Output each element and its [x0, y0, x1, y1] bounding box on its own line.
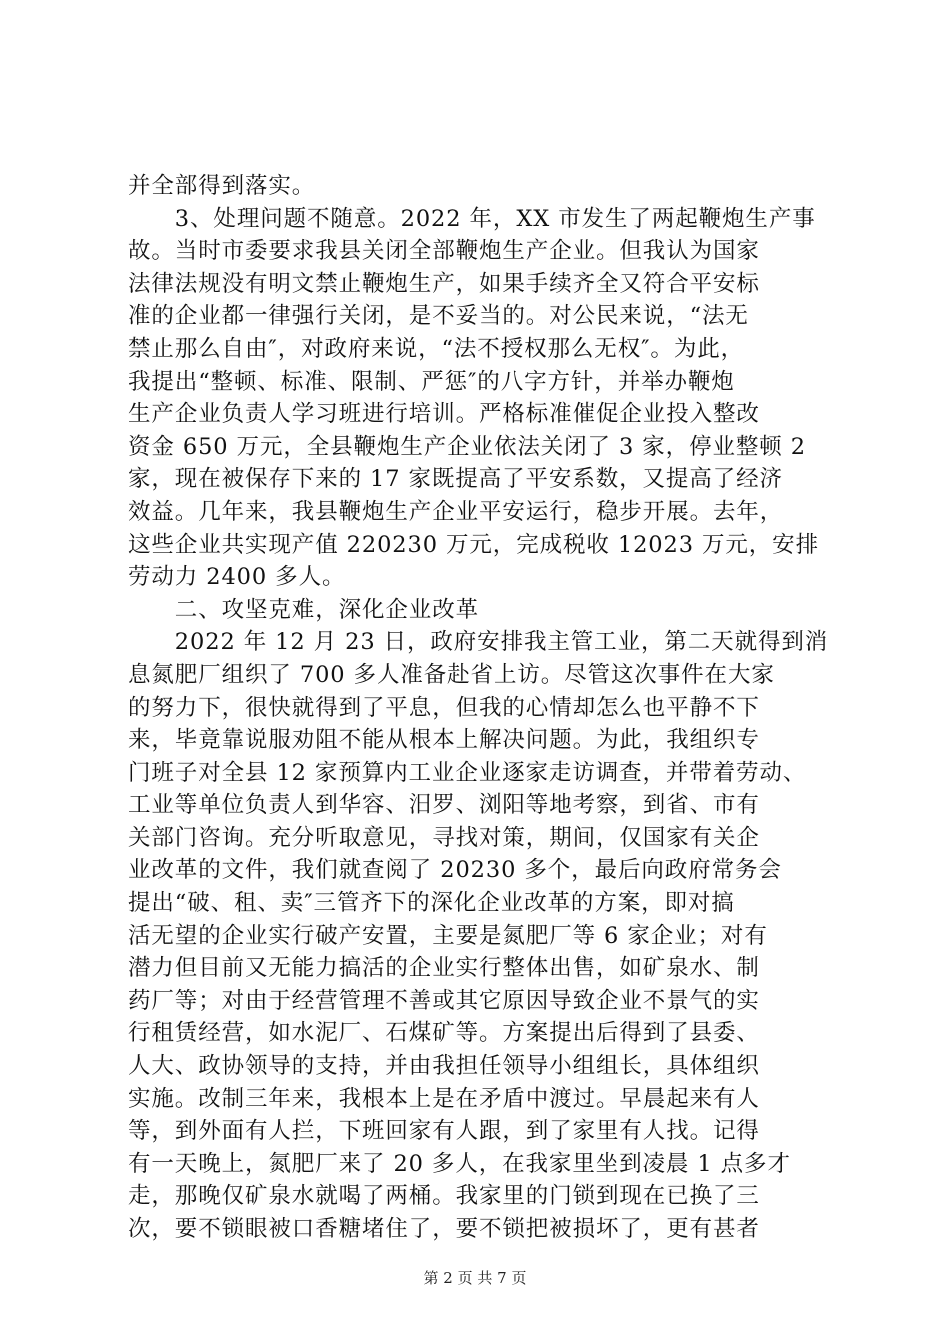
section-heading: 二、攻坚克难，深化企业改革: [128, 596, 480, 623]
page-footer: [0, 1268, 950, 1288]
text-line: 人大、政协领导的支持，并由我担任领导小组组长，具体组织: [128, 1053, 760, 1080]
body-text: [128, 170, 828, 1246]
text-line: 等，到外面有人拦，下班回家有人跟，到了家里有人找。记得: [128, 1118, 760, 1145]
text-line: 潜力但目前又无能力搞活的企业实行整体出售，如矿泉水、制: [128, 955, 760, 982]
page-number: 第 2 页 共 7 页: [423, 1269, 527, 1287]
text-line: 行租赁经营，如水泥厂、石煤矿等。方案提出后得到了县委、: [128, 1020, 760, 1047]
text-line: 准的企业都一律强行关闭，是不妥当的。对公民来说，“法无: [128, 303, 749, 330]
text-line: 提出“破、租、卖″三管齐下的深化企业改革的方案，即对搞: [128, 890, 735, 917]
text-line: 活无望的企业实行破产安置，主要是氮肥厂等 6 家企业；对有: [128, 922, 768, 949]
text-line: 业改革的文件，我们就查阅了 20230 多个，最后向政府常务会: [128, 857, 782, 884]
text-line: 药厂等；对由于经营管理不善或其它原因导致企业不景气的实: [128, 987, 760, 1014]
text-line: 故。当时市委要求我县关闭全部鞭炮生产企业。但我认为国家: [128, 238, 760, 265]
text-line: 这些企业共实现产值 220230 万元，完成税收 12023 万元，安排: [128, 531, 819, 558]
text-line: 效益。几年来，我县鞭炮生产企业平安运行，稳步开展。去年，: [128, 498, 784, 525]
text-line: 3、处理问题不随意。2022 年，XX 市发生了两起鞭炮生产事: [128, 205, 816, 232]
text-line: 工业等单位负责人到华容、汨罗、浏阳等地考察，到省、市有: [128, 792, 760, 819]
text-line: 并全部得到落实。: [128, 173, 316, 199]
text-line: 资金 650 万元，全县鞭炮生产企业依法关闭了 3 家，停业整顿 2: [128, 433, 806, 460]
text-line: 2022 年 12 月 23 日，政府安排我主管工业，第二天就得到消: [128, 629, 829, 656]
text-line: 有一天晚上，氮肥厂来了 20 多人，在我家里坐到凌晨 1 点多才: [128, 1150, 791, 1177]
text-line: 劳动力 2400 多人。: [128, 564, 346, 591]
text-line: 次，要不锁眼被口香糖堵住了，要不锁把被损坏了，更有甚者: [128, 1216, 760, 1242]
text-line: 禁止那么自由″，对政府来说，“法不授权那么无权″。为此，: [128, 335, 745, 362]
text-line: 走，那晚仅矿泉水就喝了两桶。我家里的门锁到现在已换了三: [128, 1183, 760, 1210]
text-line: 门班子对全县 12 家预算内工业企业逐家走访调查，并带着劳动、: [128, 759, 807, 786]
text-line: 息氮肥厂组织了 700 多人准备赴省上访。尽管这次事件在大家: [128, 661, 775, 688]
text-line: 的努力下，很快就得到了平息，但我的心情却怎么也平静不下: [128, 694, 760, 721]
text-line: 来，毕竟靠说服劝阻不能从根本上解决问题。为此，我组织专: [128, 727, 760, 754]
text-line: 关部门咨询。充分听取意见，寻找对策，期间，仅国家有关企: [128, 824, 760, 851]
text-line: 实施。改制三年来，我根本上是在矛盾中渡过。早晨起来有人: [128, 1085, 760, 1112]
text-line: 法律法规没有明文禁止鞭炮生产，如果手续齐全又符合平安标: [128, 270, 760, 297]
text-line: 家，现在被保存下来的 17 家既提高了平安系数，又提高了经济: [128, 466, 783, 493]
text-line: 生产企业负责人学习班进行培训。严格标准催促企业投入整改: [128, 401, 760, 428]
text-line: 我提出“整顿、标准、限制、严惩″的八字方针，并举办鞭炮: [128, 368, 735, 395]
